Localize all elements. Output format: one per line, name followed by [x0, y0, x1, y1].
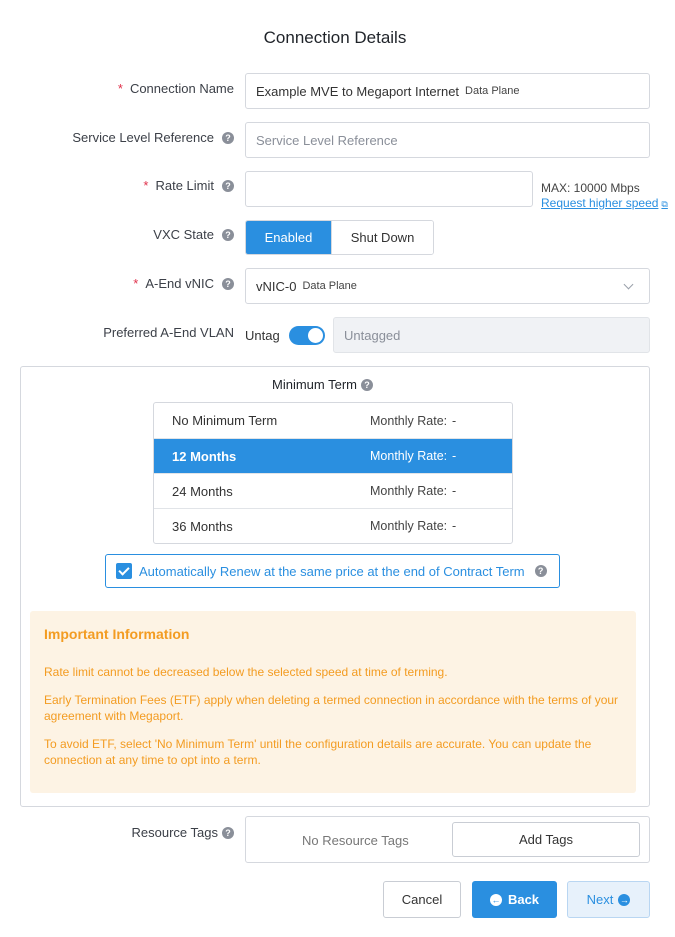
- help-icon[interactable]: ?: [222, 229, 234, 241]
- arrow-right-icon: →: [619, 894, 629, 905]
- enabled-button[interactable]: Enabled: [246, 221, 331, 254]
- shut-down-button[interactable]: Shut Down: [331, 221, 433, 254]
- connection-name-field[interactable]: Example MVE to Megaport Internet Data Plane: [245, 73, 650, 109]
- vlan-label: Preferred A-End VLAN: [103, 325, 234, 340]
- cancel-button[interactable]: Cancel: [383, 881, 461, 918]
- info-heading: Important Information: [44, 626, 190, 642]
- service-level-label: Service Level Reference ?: [72, 130, 234, 145]
- add-tags-button[interactable]: Add Tags: [452, 822, 640, 857]
- a-end-vnic-label: * A-End vNIC ?: [133, 276, 234, 291]
- help-icon[interactable]: ?: [535, 565, 547, 577]
- back-button[interactable]: ← Back: [472, 881, 557, 918]
- info-paragraph: Early Termination Fees (ETF) apply when deleting a termed connection in accordance with the terms of your agreement with Megaport.: [44, 693, 619, 723]
- resource-tags-box: [245, 816, 650, 863]
- checkbox-checked-icon[interactable]: [116, 563, 132, 579]
- term-option-36-months[interactable]: 36 Months Monthly Rate: -: [154, 508, 512, 543]
- a-end-vnic-select[interactable]: vNIC-0 Data Plane: [245, 268, 650, 304]
- minimum-term-title: Minimum Term ?: [0, 377, 645, 392]
- untag-label: Untag: [245, 328, 280, 343]
- term-option-24-months[interactable]: 24 Months Monthly Rate: -: [154, 473, 512, 508]
- help-icon[interactable]: ?: [222, 180, 234, 192]
- service-level-input[interactable]: Service Level Reference: [245, 122, 650, 158]
- help-icon[interactable]: ?: [222, 132, 234, 144]
- untag-toggle[interactable]: [289, 326, 325, 345]
- term-option-none[interactable]: No Minimum Term Monthly Rate: -: [172, 413, 457, 428]
- arrow-left-icon: ←: [491, 894, 501, 905]
- connection-name-label: * Connection Name: [117, 81, 234, 96]
- rate-limit-max: MAX: 10000 Mbps: [541, 181, 640, 195]
- no-tags-text: No Resource Tags: [302, 833, 409, 848]
- help-icon[interactable]: ?: [222, 827, 234, 839]
- page-title: Connection Details: [263, 28, 407, 47]
- info-paragraph: To avoid ETF, select 'No Minimum Term' until the configuration details are accurate. You can update the connection at any time to opt into a term.: [44, 737, 592, 767]
- help-icon[interactable]: ?: [361, 379, 373, 391]
- vxc-state-toggle: [245, 220, 434, 255]
- chevron-down-icon: [624, 280, 634, 290]
- resource-tags-label: Resource Tags ?: [132, 825, 234, 840]
- external-link-icon: ⧉: [661, 199, 668, 209]
- important-information-box: [30, 611, 636, 793]
- vlan-input[interactable]: Untagged: [333, 317, 650, 353]
- term-list: [153, 402, 513, 544]
- term-option-12-months[interactable]: 12 Months Monthly Rate: -: [154, 438, 512, 473]
- info-paragraph: Rate limit cannot be decreased below the selected speed at time of terming.: [44, 665, 448, 679]
- vxc-state-label: VXC State ?: [153, 227, 234, 242]
- rate-limit-label: * Rate Limit ?: [143, 178, 234, 193]
- auto-renew-checkbox[interactable]: Automatically Renew at the same price at the end of Contract Term ?: [105, 554, 560, 588]
- next-button[interactable]: Next →: [567, 881, 650, 918]
- request-higher-speed-link[interactable]: Request higher speed ⧉: [541, 196, 668, 210]
- connection-name-suffix: Data Plane: [465, 85, 520, 97]
- help-icon[interactable]: ?: [222, 278, 234, 290]
- rate-limit-input[interactable]: [245, 171, 533, 207]
